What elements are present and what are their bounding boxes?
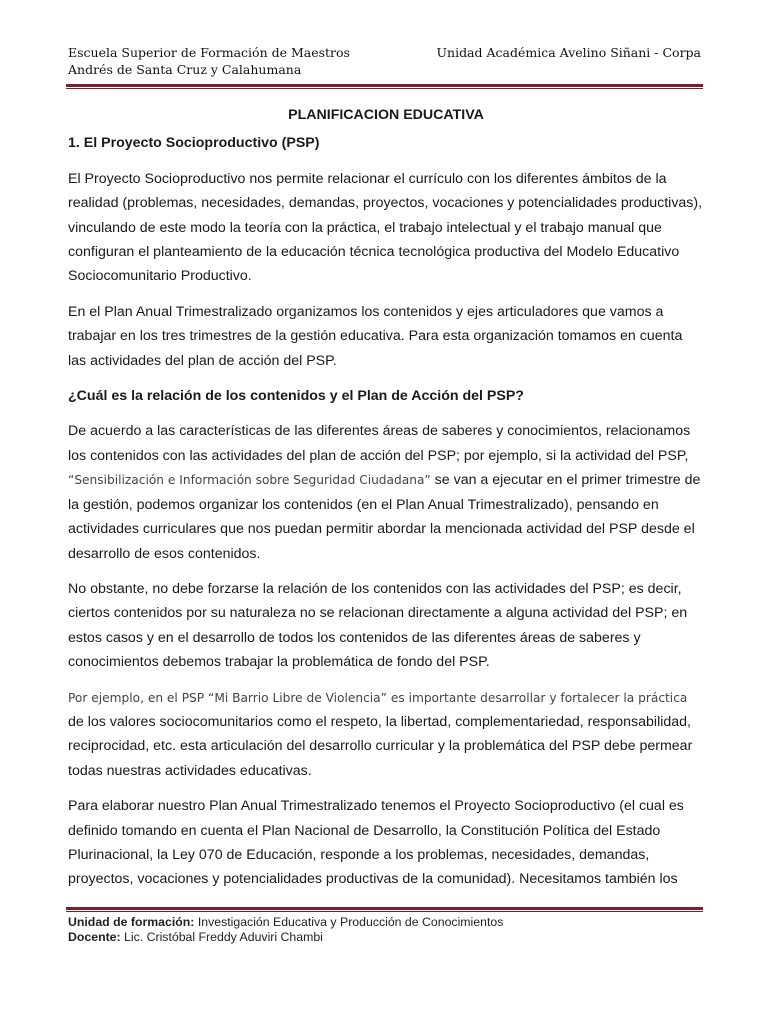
psp-activity-quote: “Sensibilización e Información sobre Seguridad Ciudadana”: [68, 473, 431, 488]
footer-unit-label: Unidad de formación:: [68, 915, 195, 929]
paragraph-4: No obstante, no debe forzarse la relación de los contenidos con las actividades del PSP; es decir, ciertos contenidos por su naturaleza no se relacionan directamente a alguna actividad del PSP; en estos casos y en el desarrollo de todos los contenidos de las diferentes áreas de saberes y conocimientos debemos trabajar la problemática de fondo del PSP.: [68, 580, 688, 671]
footer-teacher-label: Docente:: [68, 930, 121, 944]
footer-teacher: [68, 930, 704, 945]
document-title: PLANIFICACION EDUCATIVA: [288, 107, 484, 123]
header-rule: [66, 84, 703, 87]
question-heading: ¿Cuál es la relación de los contenidos y el Plan de Acción del PSP?: [68, 388, 524, 405]
page-footer: [68, 915, 704, 945]
paragraph-1: El Proyecto Socioproductivo nos permite relacionar el currículo con los diferentes ámbitos de la realidad (problemas, necesidades, demandas, proyectos, vocaciones y potencialidades productivas), vinculando de este modo la teoría con la práctica, el trabajo intelectual y el trabajo manual que configuran el planteamiento de la educación técnica tecnológica productiva del Modelo Educativo Sociocomunitario Productivo.: [68, 170, 703, 285]
paragraph-3: [68, 419, 704, 565]
document-body: [68, 103, 704, 903]
footer-unit: [68, 915, 704, 930]
paragraph-3-start: De acuerdo a las características de las diferentes áreas de saberes y conocimientos, relacionamos los contenidos con las actividades del plan de acción del PSP; por ejemplo, si la actividad del PSP,: [68, 423, 691, 464]
paragraph-3-end: se van a ejecutar en el primer trimestre de la gestión, podemos organizar los contenidos (en el Plan Anual Trimestralizado), pensando en actividades curriculares que nos puedan permitir abordar la mencionada actividad del PSP desde el desarrollo de esos contenidos.: [68, 472, 701, 562]
school-line-1: Escuela Superior de Formación de Maestros: [68, 45, 350, 60]
footer-rule-thin: [66, 911, 703, 912]
paragraph-5-rest: de los valores sociocomunitarios como el respeto, la libertad, complementariedad, responsabilidad, reciprocidad, etc. esta articulación del desarrollo curricular y la problemática del PSP debe permear todas nuestras actividades educativas.: [68, 713, 693, 779]
header-rule-thin: [66, 88, 703, 89]
paragraph-2: En el Plan Anual Trimestralizado organizamos los contenidos y ejes articuladores que vamos a trabajar en los tres trimestres de la gestión educativa. Para esta organización tomamos en cuenta las actividades del plan de acción del PSP.: [68, 303, 683, 369]
footer-unit-value: Investigación Educativa y Producción de Conocimientos: [194, 915, 504, 929]
footer-teacher-value: Lic. Cristóbal Freddy Aduviri Chambi: [120, 930, 323, 944]
paragraph-6: Para elaborar nuestro Plan Anual Trimestralizado tenemos el Proyecto Socioproductivo (el cual es definido tomando en cuenta el Plan Nacional de Desarrollo, la Constitución Política del Estado Plurinacional, la Ley 070 de Educación, responde a los problemas, necesidades, demandas, proyectos, vocaciones y potencialidades productivas de la comunidad). Necesitamos también los: [68, 798, 684, 888]
school-line-2: Andrés de Santa Cruz y Calahumana: [68, 62, 302, 77]
footer-rule: [66, 907, 703, 910]
paragraph-5-example: Por ejemplo, en el PSP “Mi Barrio Libre de Violencia” es importante desarrollar y fortalecer la práctica: [68, 690, 688, 705]
section-heading: 1. El Proyecto Socioproductivo (PSP): [68, 135, 320, 152]
paragraph-5: [68, 686, 704, 784]
school-name: [68, 44, 350, 78]
academic-unit: Unidad Académica Avelino Siñani - Corpa: [436, 45, 701, 60]
